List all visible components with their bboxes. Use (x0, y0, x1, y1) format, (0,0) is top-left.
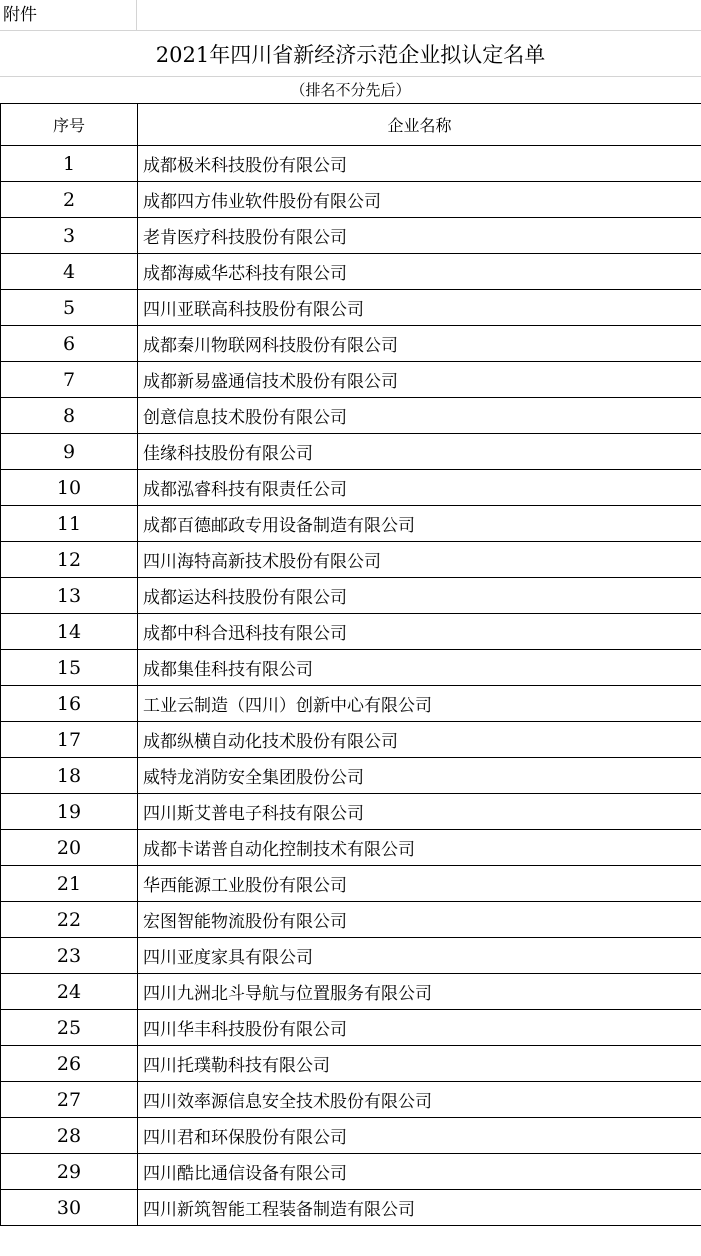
serial-number-cell[interactable]: 7 (1, 362, 138, 398)
table-row (1, 578, 701, 614)
company-name-cell[interactable]: 四川新筑智能工程装备制造有限公司 (138, 1190, 701, 1226)
serial-number-cell[interactable]: 5 (1, 290, 138, 326)
company-name-cell[interactable]: 威特龙消防安全集团股份公司 (138, 758, 701, 794)
serial-number-cell[interactable]: 22 (1, 902, 138, 938)
company-table (0, 103, 701, 1226)
table-row (1, 1118, 701, 1154)
company-name-cell[interactable]: 四川华丰科技股份有限公司 (138, 1010, 701, 1046)
company-name-cell[interactable]: 华西能源工业股份有限公司 (138, 866, 701, 902)
company-name-cell[interactable]: 成都泓睿科技有限责任公司 (138, 470, 701, 506)
table-row (1, 470, 701, 506)
serial-number-cell[interactable]: 24 (1, 974, 138, 1010)
attachment-row (0, 0, 701, 31)
attachment-label[interactable]: 附件 (0, 0, 137, 31)
company-name-cell[interactable]: 成都卡诺普自动化控制技术有限公司 (138, 830, 701, 866)
table-row (1, 614, 701, 650)
table-row (1, 938, 701, 974)
serial-number-cell[interactable]: 27 (1, 1082, 138, 1118)
serial-number-cell[interactable]: 13 (1, 578, 138, 614)
table-row (1, 506, 701, 542)
company-name-cell[interactable]: 成都四方伟业软件股份有限公司 (138, 182, 701, 218)
table-row (1, 902, 701, 938)
table-row (1, 722, 701, 758)
serial-number-cell[interactable]: 8 (1, 398, 138, 434)
serial-number-cell[interactable]: 1 (1, 146, 138, 182)
company-name-cell[interactable]: 四川酷比通信设备有限公司 (138, 1154, 701, 1190)
company-name-cell[interactable]: 四川斯艾普电子科技有限公司 (138, 794, 701, 830)
company-name-cell[interactable]: 老肯医疗科技股份有限公司 (138, 218, 701, 254)
company-name-cell[interactable]: 成都极米科技股份有限公司 (138, 146, 701, 182)
serial-number-cell[interactable]: 21 (1, 866, 138, 902)
company-name-cell[interactable]: 四川托璞勒科技有限公司 (138, 1046, 701, 1082)
serial-number-cell[interactable]: 15 (1, 650, 138, 686)
table-row (1, 686, 701, 722)
ranking-note[interactable]: （排名不分先后） (290, 81, 411, 99)
company-name-cell[interactable]: 佳缘科技股份有限公司 (138, 434, 701, 470)
table-row (1, 794, 701, 830)
serial-number-cell[interactable]: 23 (1, 938, 138, 974)
company-name-cell[interactable]: 成都纵横自动化技术股份有限公司 (138, 722, 701, 758)
table-row (1, 218, 701, 254)
table-row (1, 326, 701, 362)
company-name-cell[interactable]: 成都新易盛通信技术股份有限公司 (138, 362, 701, 398)
company-name-cell[interactable]: 四川海特高新技术股份有限公司 (138, 542, 701, 578)
company-name-cell[interactable]: 创意信息技术股份有限公司 (138, 398, 701, 434)
table-row (1, 758, 701, 794)
serial-number-cell[interactable]: 20 (1, 830, 138, 866)
serial-number-cell[interactable]: 26 (1, 1046, 138, 1082)
serial-number-cell[interactable]: 17 (1, 722, 138, 758)
serial-number-cell[interactable]: 25 (1, 1010, 138, 1046)
serial-number-cell[interactable]: 2 (1, 182, 138, 218)
table-row (1, 398, 701, 434)
company-name-cell[interactable]: 工业云制造（四川）创新中心有限公司 (138, 686, 701, 722)
serial-number-cell[interactable]: 6 (1, 326, 138, 362)
table-row (1, 1082, 701, 1118)
table-row (1, 362, 701, 398)
company-name-cell[interactable]: 成都百德邮政专用设备制造有限公司 (138, 506, 701, 542)
company-name-cell[interactable]: 成都中科合迅科技有限公司 (138, 614, 701, 650)
header-company-name[interactable]: 企业名称 (138, 104, 701, 146)
table-body (1, 146, 701, 1226)
table-row (1, 974, 701, 1010)
header-serial-number[interactable]: 序号 (1, 104, 138, 146)
table-row (1, 1154, 701, 1190)
serial-number-cell[interactable]: 4 (1, 254, 138, 290)
serial-number-cell[interactable]: 14 (1, 614, 138, 650)
company-name-cell[interactable]: 成都海威华芯科技有限公司 (138, 254, 701, 290)
serial-number-cell[interactable]: 10 (1, 470, 138, 506)
table-row (1, 650, 701, 686)
table-row (1, 1046, 701, 1082)
company-name-cell[interactable]: 成都秦川物联网科技股份有限公司 (138, 326, 701, 362)
serial-number-cell[interactable]: 29 (1, 1154, 138, 1190)
company-name-cell[interactable]: 宏图智能物流股份有限公司 (138, 902, 701, 938)
company-name-cell[interactable]: 成都集佳科技有限公司 (138, 650, 701, 686)
table-row (1, 290, 701, 326)
company-name-cell[interactable]: 四川九洲北斗导航与位置服务有限公司 (138, 974, 701, 1010)
serial-number-cell[interactable]: 12 (1, 542, 138, 578)
table-row (1, 830, 701, 866)
serial-number-cell[interactable]: 18 (1, 758, 138, 794)
table-row (1, 1010, 701, 1046)
serial-number-cell[interactable]: 3 (1, 218, 138, 254)
table-row (1, 1190, 701, 1226)
serial-number-cell[interactable]: 30 (1, 1190, 138, 1226)
company-name-cell[interactable]: 成都运达科技股份有限公司 (138, 578, 701, 614)
serial-number-cell[interactable]: 28 (1, 1118, 138, 1154)
company-name-cell[interactable]: 四川亚联高科技股份有限公司 (138, 290, 701, 326)
serial-number-cell[interactable]: 16 (1, 686, 138, 722)
table-row (1, 866, 701, 902)
table-row (1, 146, 701, 182)
serial-number-cell[interactable]: 19 (1, 794, 138, 830)
company-name-cell[interactable]: 四川君和环保股份有限公司 (138, 1118, 701, 1154)
company-name-cell[interactable]: 四川亚度家具有限公司 (138, 938, 701, 974)
table-row (1, 542, 701, 578)
document-title[interactable]: 2021年四川省新经济示范企业拟认定名单 (0, 31, 701, 77)
company-name-cell[interactable]: 四川效率源信息安全技术股份有限公司 (138, 1082, 701, 1118)
serial-number-cell[interactable]: 11 (1, 506, 138, 542)
serial-number-cell[interactable]: 9 (1, 434, 138, 470)
table-row (1, 434, 701, 470)
table-row (1, 254, 701, 290)
table-header-row (1, 104, 701, 146)
table-row (1, 182, 701, 218)
